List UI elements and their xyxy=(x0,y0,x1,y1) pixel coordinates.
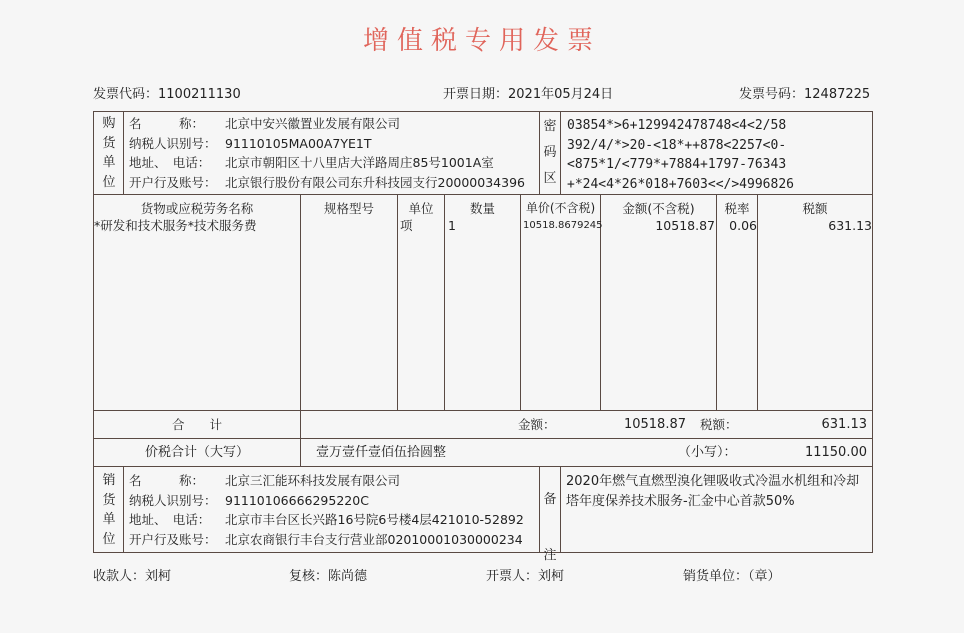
footer-reviewer: 复核：陈尚德 xyxy=(289,569,368,584)
header-spec: 规格型号 xyxy=(323,201,374,216)
buyer-address-label: 地址、 电话： xyxy=(129,155,211,170)
grand-total-label: 价税合计（大写） xyxy=(144,445,249,460)
header-rate: 税率 xyxy=(724,201,750,216)
buyer-address-row xyxy=(129,153,494,173)
grand-total-small: 11150.00 xyxy=(804,445,867,460)
invoice-number: 发票号码：12487225 xyxy=(739,87,871,102)
seller-name-label: 名 称： xyxy=(129,473,205,488)
buyer-taxid-row xyxy=(129,134,372,154)
seller-bank-label: 开户行及账号： xyxy=(129,531,217,547)
buyer-bank: 北京银行股份有限公司东升科技园支行20000034396 xyxy=(225,174,525,190)
totals-amount-label: 金额： xyxy=(518,417,556,432)
buyer-name-row xyxy=(129,114,400,134)
totals-label: 合 计 xyxy=(171,417,222,432)
grand-total-small-label: （小写）： xyxy=(678,445,737,460)
header-item-name: 货物或应税劳务名称 xyxy=(140,201,254,216)
cipher-line: <875*1/<779*+7884+1797-76343 xyxy=(567,157,787,172)
buyer-bank-label: 开户行及账号： xyxy=(129,174,217,190)
item-tax: 631.13 xyxy=(828,218,872,233)
buyer-bank-row xyxy=(129,173,525,193)
item-qty: 1 xyxy=(448,218,456,233)
invoice-code: 发票代码：1100211130 xyxy=(93,87,241,102)
buyer-taxid-label: 纳税人识别号： xyxy=(129,135,217,151)
remarks-line: 2020年燃气直燃型溴化锂吸收式冷温水机组和冷却 xyxy=(566,474,860,489)
totals-tax: 631.13 xyxy=(821,417,867,432)
grand-total-words: 壹万壹仟壹佰伍拾圆整 xyxy=(316,445,447,460)
header-qty: 数量 xyxy=(469,201,495,216)
seller-section-label: 销 货 单 位 xyxy=(102,473,116,547)
header-unit: 单位 xyxy=(408,201,434,216)
remarks-section-label: 备 注 xyxy=(543,492,557,563)
totals-tax-label: 税额： xyxy=(700,417,738,432)
totals-amount: 10518.87 xyxy=(623,417,686,432)
seller-bank-row xyxy=(129,530,523,550)
seller-taxid: 91110106666295220C xyxy=(225,492,369,508)
buyer-name-label: 名 称： xyxy=(129,116,205,131)
footer-drawer: 开票人：刘柯 xyxy=(486,569,565,584)
cipher-section-label: 密 码 区 xyxy=(543,119,557,186)
seller-taxid-row xyxy=(129,491,369,511)
header-tax: 税额 xyxy=(802,201,828,216)
seller-name: 北京三汇能环科技发展有限公司 xyxy=(225,473,401,488)
header-amount: 金额(不含税) xyxy=(622,201,695,216)
seller-name-row xyxy=(129,471,400,491)
item-name: *研发和技术服务*技术服务费 xyxy=(94,218,257,233)
buyer-taxid: 91110105MA00A7YE1T xyxy=(225,135,372,151)
cipher-line: 392/4/*>20-<18*++878<2257<0- xyxy=(567,137,787,153)
seller-taxid-label: 纳税人识别号： xyxy=(129,492,217,508)
seller-bank: 北京农商银行丰台支行营业部02010001030000234 xyxy=(225,531,523,547)
header-price: 单价(不含税) xyxy=(525,201,596,215)
footer-seller-unit: 销货单位：（章） xyxy=(683,569,781,584)
remarks-line: 塔年度保养技术服务-汇金中心首款50% xyxy=(566,493,795,509)
cipher-line: +*24<4*26*018+7603<</>4996826 xyxy=(567,176,794,192)
item-price: 10518.8679245 xyxy=(523,220,603,231)
footer-payee: 收款人：刘柯 xyxy=(93,569,172,584)
buyer-section-label: 购 货 单 位 xyxy=(102,116,116,190)
cipher-line: 03854*>6+129942478748<4<2/58 xyxy=(567,118,787,133)
buyer-name: 北京中安兴徽置业发展有限公司 xyxy=(225,116,401,131)
invoice-title: 增值税专用发票 xyxy=(362,26,601,56)
invoice-date: 开票日期：2021年05月24日 xyxy=(443,87,614,102)
seller-address-row xyxy=(129,510,524,530)
item-amount: 10518.87 xyxy=(655,218,715,233)
seller-address: 北京市丰台区长兴路16号院6号楼4层421010-52892 xyxy=(225,512,524,527)
buyer-address: 北京市朝阳区十八里店大洋路周庄85号1001A室 xyxy=(225,155,494,170)
item-unit: 项 xyxy=(400,218,413,233)
item-rate: 0.06 xyxy=(729,218,757,233)
seller-address-label: 地址、 电话： xyxy=(129,512,211,527)
